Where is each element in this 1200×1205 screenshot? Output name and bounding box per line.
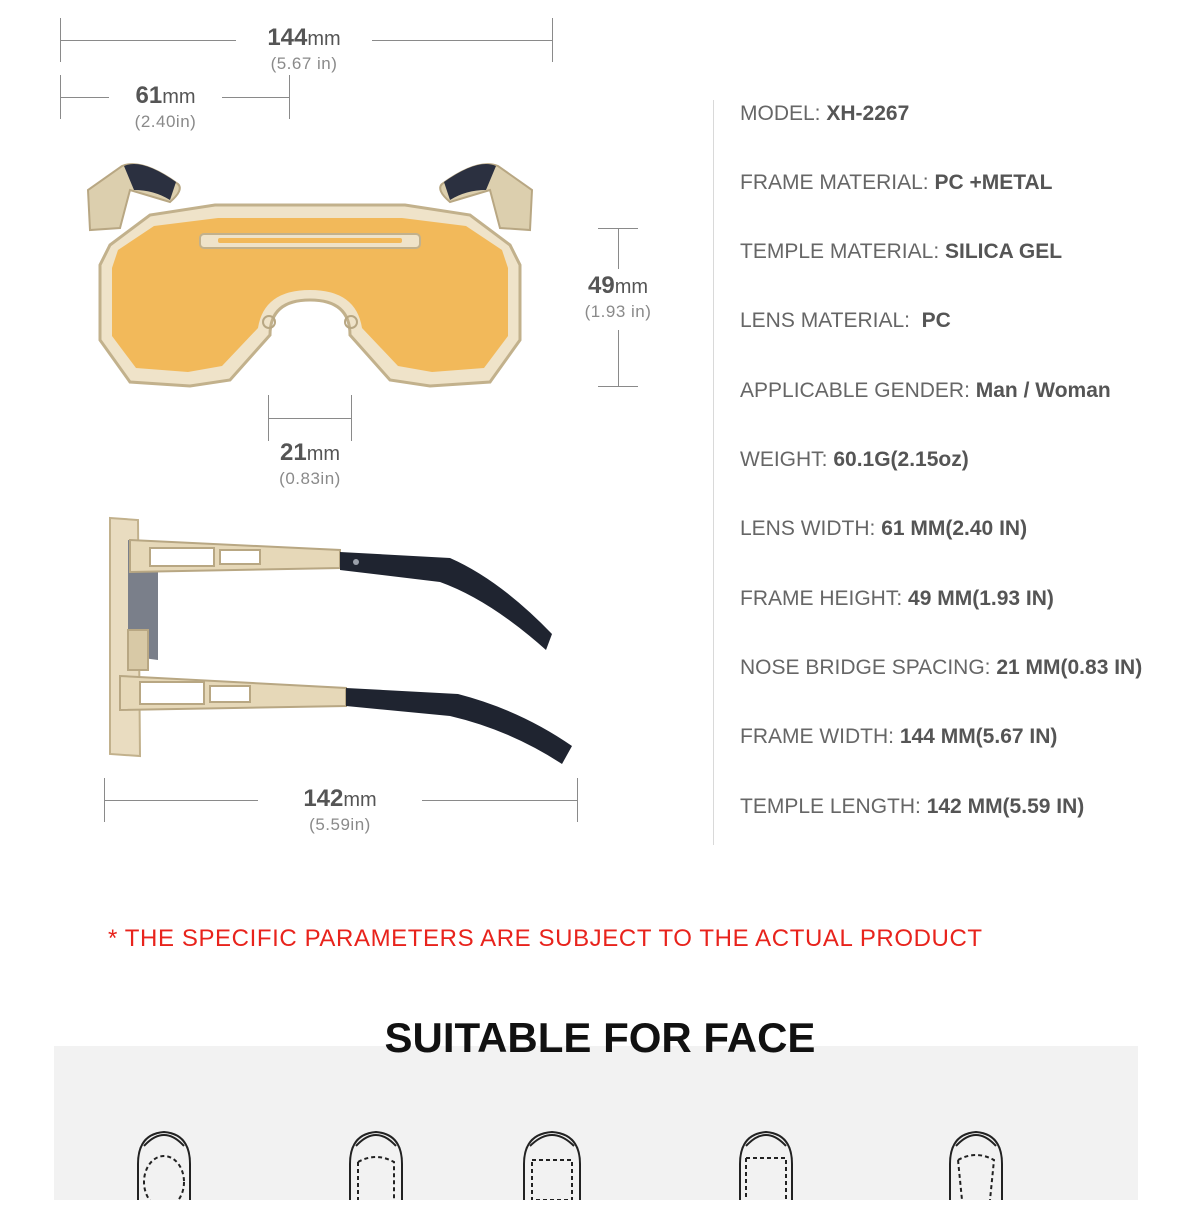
spec-row-temple-length: TEMPLE LENGTH: 142 MM(5.59 IN) bbox=[740, 795, 1085, 818]
dim-line bbox=[422, 800, 577, 801]
dim-line bbox=[61, 40, 236, 41]
spec-row-frame-height: FRAME HEIGHT: 49 MM(1.93 IN) bbox=[740, 587, 1054, 610]
dim-tick bbox=[351, 395, 352, 441]
dim-line bbox=[222, 97, 289, 98]
disclaimer-text: * THE SPECIFIC PARAMETERS ARE SUBJECT TO THE ACTUAL PRODUCT bbox=[108, 925, 983, 952]
face-shapes-panel bbox=[54, 1046, 1138, 1200]
sunglasses-front-view bbox=[50, 150, 570, 400]
face-section-title: SUITABLE FOR FACE bbox=[384, 1014, 816, 1061]
dim-line bbox=[61, 97, 109, 98]
bridge-label: 21mm (0.83in) bbox=[279, 439, 341, 488]
spec-row-gender: APPLICABLE GENDER: Man / Woman bbox=[740, 379, 1111, 402]
lens-width-label: 61mm (2.40in) bbox=[134, 82, 197, 131]
spec-row-frame-material: FRAME MATERIAL: PC +METAL bbox=[740, 171, 1053, 194]
face-icon bbox=[524, 1132, 580, 1200]
dim-tick bbox=[289, 75, 290, 119]
face-icon bbox=[950, 1132, 1002, 1200]
spec-row-model: MODEL: XH-2267 bbox=[740, 102, 910, 125]
dim-line bbox=[269, 418, 351, 419]
dim-tick bbox=[577, 778, 578, 822]
spec-row-lens-width: LENS WIDTH: 61 MM(2.40 IN) bbox=[740, 517, 1028, 540]
spec-row-nose-bridge: NOSE BRIDGE SPACING: 21 MM(0.83 IN) bbox=[740, 656, 1143, 679]
spec-row-frame-width: FRAME WIDTH: 144 MM(5.67 IN) bbox=[740, 725, 1058, 748]
dim-tick bbox=[618, 229, 619, 269]
spec-row-lens-material: LENS MATERIAL: PC bbox=[740, 309, 951, 332]
frame-width-label: 144mm (5.67 in) bbox=[267, 24, 341, 73]
face-icon bbox=[740, 1132, 792, 1200]
spec-row-temple-material: TEMPLE MATERIAL: SILICA GEL bbox=[740, 240, 1063, 263]
face-icon bbox=[350, 1132, 402, 1200]
dim-line bbox=[598, 386, 638, 387]
frame-height-label: 49mm (1.93 in) bbox=[584, 272, 652, 321]
divider bbox=[713, 100, 714, 845]
dim-line bbox=[372, 40, 552, 41]
sunglasses-side-view bbox=[100, 510, 580, 770]
temple-label: 142mm (5.59in) bbox=[303, 785, 377, 834]
dim-line bbox=[105, 800, 258, 801]
dim-tick bbox=[618, 330, 619, 386]
face-outlines bbox=[54, 1046, 1138, 1200]
spec-row-weight: WEIGHT: 60.1G(2.15oz) bbox=[740, 448, 969, 471]
face-icon bbox=[138, 1132, 190, 1200]
dim-tick bbox=[552, 18, 553, 62]
